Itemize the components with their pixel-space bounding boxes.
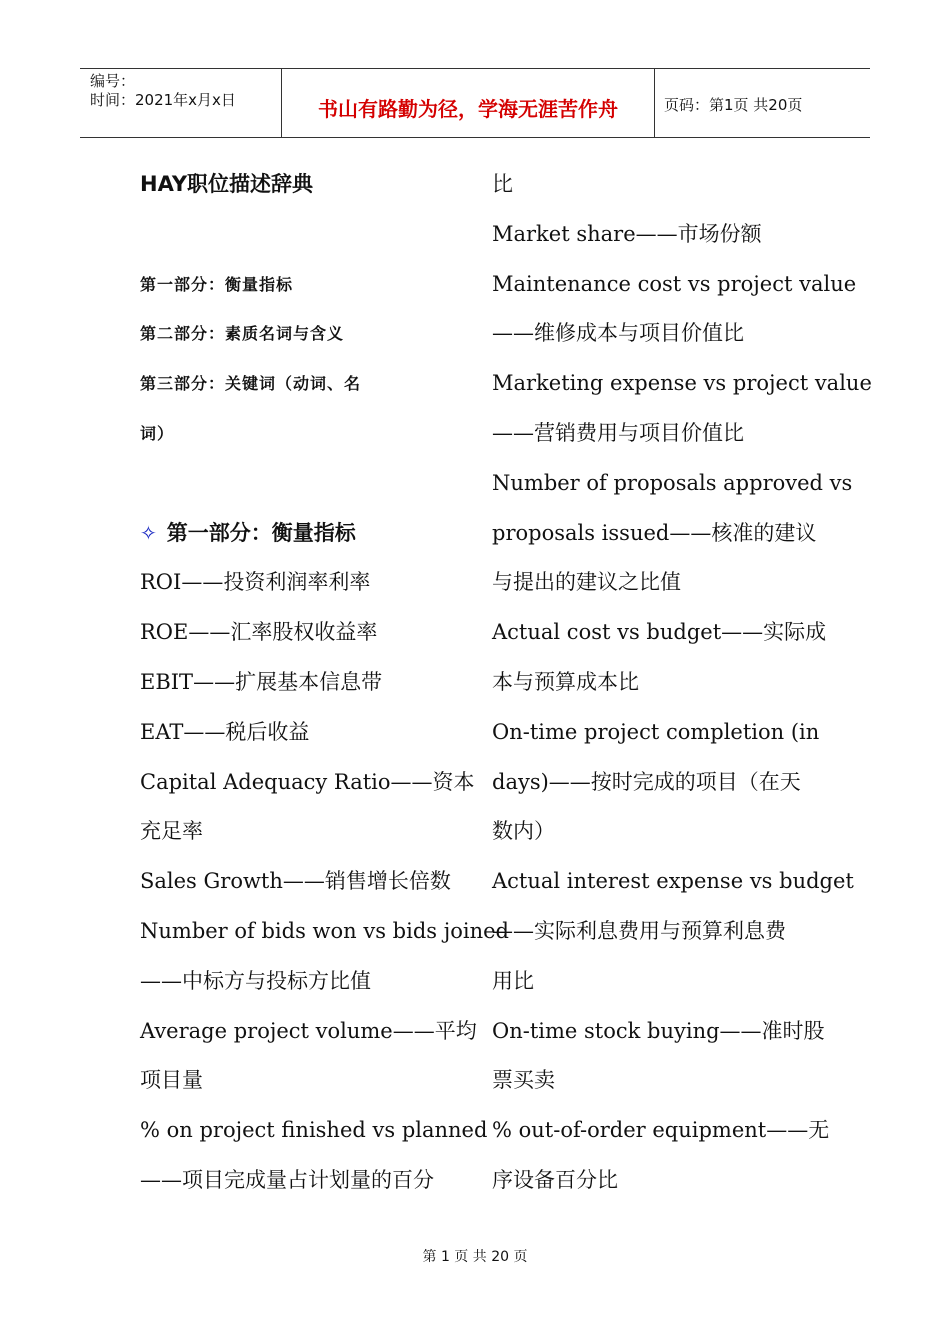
text-line: EBIT——扩展基本信息带 [140, 669, 383, 694]
text-line: 数内） [492, 819, 555, 844]
header-page-info: 页码：第1页 共20页 [664, 96, 803, 114]
text-line: ——实际利息费用与预算利息费 [492, 918, 786, 943]
text-line: 用比 [492, 968, 534, 993]
section-heading-text: 第一部分：衡量指标 [166, 520, 356, 545]
section-heading [140, 509, 470, 559]
text-line: 票买卖 [492, 1068, 555, 1093]
right-column [492, 160, 872, 1206]
text-line: days)——按时完成的项目（在天 [492, 769, 801, 794]
header-table [80, 68, 870, 138]
text-line: % out-of-order equipment——无 [492, 1118, 830, 1143]
text-line: ——营销费用与项目价值比 [492, 420, 744, 445]
blank-line [140, 210, 470, 260]
page-footer: 第 1 页 共 20 页 [422, 1249, 528, 1265]
text-line: 充足率 [140, 819, 203, 844]
text-line: 本与预算成本比 [492, 669, 639, 694]
text-line: ROI——投资利润率利率 [140, 570, 371, 595]
text-line: EAT——税后收益 [140, 719, 310, 744]
text-line: ——项目完成量占计划量的百分 [140, 1167, 434, 1192]
text-line: Market share——市场份额 [492, 221, 762, 246]
text-line: ——维修成本与项目价值比 [492, 321, 744, 346]
toc-line: 第一部分：衡量指标 [140, 274, 294, 294]
text-line: ROE——汇率股权收益率 [140, 620, 378, 645]
text-line: Number of bids won vs bids joined [140, 918, 509, 943]
toc-line: 词） [140, 423, 175, 443]
text-line: On-time project completion (in [492, 719, 820, 744]
text-line: On-time stock buying——准时股 [492, 1018, 825, 1043]
text-line: Actual cost vs budget——实际成 [492, 620, 827, 645]
text-line: % on project finished vs planned [140, 1118, 488, 1143]
toc-line: 第三部分：关键词（动词、名 [140, 374, 362, 394]
text-line: proposals issued——核准的建议 [492, 520, 817, 545]
toc-line: 第二部分：素质名词与含义 [140, 324, 345, 344]
header-motto: 书山有路勤为径，学海无涯苦作舟 [318, 97, 618, 121]
text-line: 比 [492, 172, 513, 196]
text-line: Sales Growth——销售增长倍数 [140, 869, 451, 894]
header-page-cell [655, 69, 870, 137]
document-title: HAY职位描述辞典 [140, 172, 314, 196]
text-line: Marketing expense vs project value [492, 371, 872, 396]
header-motto-cell [282, 69, 655, 137]
text-line: Actual interest expense vs budget [492, 869, 854, 894]
text-line: ——中标方与投标方比值 [140, 968, 371, 993]
document-number-label: 编号： [90, 72, 136, 90]
header-info-cell [80, 69, 282, 137]
text-line: Maintenance cost vs project value [492, 271, 857, 296]
text-line: 序设备百分比 [492, 1167, 618, 1192]
text-line: Number of proposals approved vs [492, 470, 853, 495]
text-line: Capital Adequacy Ratio——资本 [140, 769, 475, 794]
blank-line [140, 459, 470, 509]
text-line: Average project volume——平均 [140, 1018, 477, 1043]
left-column [140, 160, 509, 1206]
document-date-label: 时间：2021年x月x日 [90, 91, 236, 109]
text-line: 与提出的建议之比值 [492, 570, 681, 595]
diamond-sparkle-icon: ✧ [140, 520, 157, 545]
text-line: 项目量 [140, 1068, 203, 1093]
